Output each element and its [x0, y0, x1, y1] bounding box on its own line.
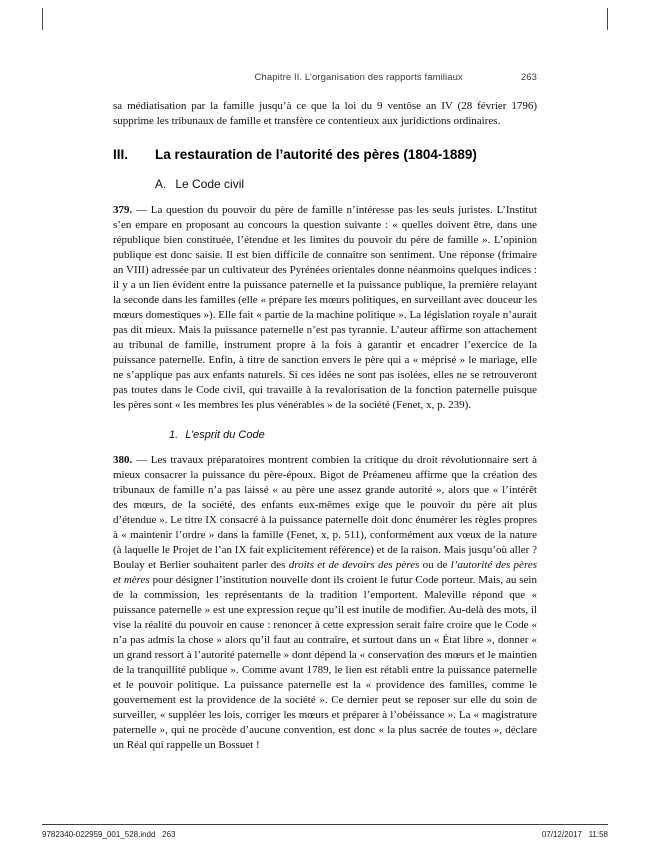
paragraph-379-text: — La question du pouvoir du père de famille n’intéresse pas les seuls juristes. L’Institut s’en empare en proposant au concours la question suivante : « quelles doivent être, dans une république bien constituée, l’étendue et les limites du pouvoir du père de famille ». L’opinion publique est donc saisie. Il est bien difficile de connaître son sentiment. Une réponse (frimaire an VIII) adressée par un cultivateur des Pyrénées orientales donne néanmoins quelques indices : il y a un lien évident entre la puissance paternelle et la puissance publique, la première relayant la seconde dans les familles (elle « prépare les mœurs politiques, en surveillant avec douceur les mœurs domestiques »). Elle fait « partie de la machine politique ». La législation royale n’aurait pas dit mieux. Mais la puissance paternelle n’est pas tyrannie. L’auteur affirme son attachement au tribunal de famille, instrument propre à la fois à garantir et encadrer l’exercice de la puissance paternelle. Enfin, à titre de sanction envers le père qui a « méprisé » le mariage, elle ne s’applique pas aux enfants naturels. Si ces idées ne sont pas isolées, elles ne se retrouveront pas toutes dans le Code civil, qui travaille à la revalorisation de la fonction paternelle puisque les pères sont « les membres les plus vénérables » de la société (Fenet, x, p. 239).: [113, 204, 538, 411]
subsection-heading: [113, 177, 537, 191]
paragraph-379: [113, 203, 537, 413]
subsection-title: Le Code civil: [175, 177, 245, 191]
print-slug-footer: [42, 830, 608, 839]
subsection-letter: A.: [155, 177, 167, 191]
paragraph-379-number: 379.: [113, 204, 133, 216]
paragraph-380-text-3: pour désigner l’institution nouvelle dont ils croient le futur Code porteur. Mais, au sein de la commission, les représentants de la tradition l’emportent. Maleville répond que « puissance paternelle » est une expression reçue qu’il est inutile de modifier. Au-delà des mots, il vise la réalité du pouvoir en cause : renoncer à cette expression serait faire croire que le Code « n’a pas admis la chose » alors qu’il faut au contraire, et surtout dans un « État libre », donner « un grand ressort à l’autorité paternelle » dont dépend la « conservation des mœurs et le maintien de la tranquillité publique ». Comme avant 1789, le lien est rétabli entre la puissance paternelle et le pouvoir politique. La puissance paternelle est la « providence des familles, comme le gouvernement est la providence de la société ». Ce dernier peut se reposer sur elle du soin de surveiller, « suppléer les lois, corriger les mœurs et préparer à l’obéissance ». La « magistrature paternelle », qui ne procède d’aucune convention, est donc « la plus sacrée de toutes », déclare un Réal qui rappelle un Bossuet !: [113, 574, 537, 751]
paragraph-380-number: 380.: [113, 454, 133, 466]
text-column: [113, 0, 537, 753]
section-heading: [113, 147, 537, 162]
section-number: III.: [113, 147, 129, 162]
bottom-trim-rule: [42, 824, 608, 825]
running-header-chapter: Chapitre II. L’organisation des rapports familiaux: [254, 72, 463, 83]
print-slug-filename: 9782340-022959_001_528.indd 263: [42, 830, 176, 839]
subsubsection-title: L’esprit du Code: [185, 429, 265, 441]
subsubsection-number: 1.: [169, 429, 179, 441]
page-number: 263: [520, 72, 537, 83]
paragraph-380-text-2: ou de: [419, 559, 451, 571]
running-header: [113, 72, 537, 83]
crop-mark-top-left: [42, 8, 43, 30]
paragraph-380-text-1: — Les travaux préparatoires montrent combien la critique du droit révolutionnaire sert à mieux consacrer la puissance du père-époux. Bigot de Préameneu affirme que la création des tribunaux de famille n’a pas laissé « au père une assez grande autorité », alors que « l’intérêt des mœurs, de la société, des enfants eux-mêmes exige que le pouvoir du père ait plus d’étendue ». Le titre IX consacré à la puissance paternelle doit donc énumérer les règles propres à « maintenir l’ordre » dans la famille (Fenet, x, p. 511), conformément aux vœux de la nature (à laquelle le Projet de l’an IX fait explicitement référence) et de la raison. Mais jusqu’où aller ? Boulay et Berlier souhaitent parler des: [113, 454, 537, 571]
paragraph-380: [113, 453, 537, 753]
print-slug-datetime: 07/12/2017 11:58: [541, 830, 608, 839]
subsubsection-heading: [113, 429, 537, 441]
section-title: La restauration de l’autorité des pères (1804-1889): [155, 147, 477, 162]
crop-mark-top-right: [607, 8, 608, 30]
intro-paragraph: sa médiatisation par la famille jusqu’à ce que la loi du 9 ventôse an IV (28 février 1796) supprime les tribunaux de famille et transfère ce contentieux aux juridictions ordinaires.: [113, 100, 537, 127]
paragraph-380-italic-2: l’autorité des pères et mères: [113, 559, 537, 586]
paragraph-380-italic-1: droits et de devoirs des pères: [288, 559, 420, 571]
